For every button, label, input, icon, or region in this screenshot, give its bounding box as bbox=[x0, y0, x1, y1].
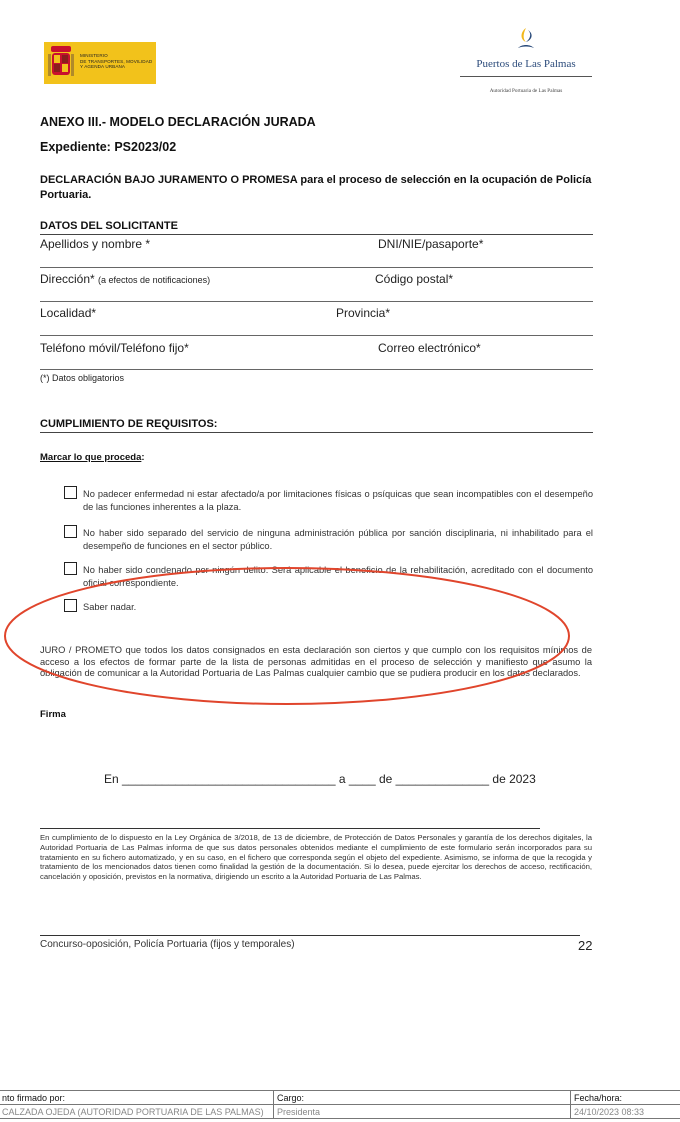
requirement-text-1: No padecer enfermedad ni estar afectado/a por limitaciones físicas o psíquicas que sean incompatibles con el desempeño de las funciones inherentes a la plaza. bbox=[83, 489, 593, 512]
province-field-label: Provincia* bbox=[336, 306, 391, 320]
signature-label: Firma bbox=[40, 709, 66, 720]
locality-field-line[interactable] bbox=[40, 335, 593, 336]
port-name: Puertos de Las Palmas bbox=[476, 58, 576, 70]
digital-signature-table bbox=[0, 1090, 680, 1119]
footer-rule bbox=[40, 935, 580, 936]
email-field-label: Correo electrónico* bbox=[378, 341, 481, 355]
page-number: 22 bbox=[578, 938, 593, 953]
requirements-rule bbox=[40, 432, 593, 433]
document-title: ANEXO III.- MODELO DECLARACIÓN JURADA bbox=[40, 115, 316, 129]
datetime-value: 24/10/2023 08:33 bbox=[571, 1105, 680, 1119]
requirements-instruction: Marcar lo que proceda: bbox=[40, 452, 145, 463]
legal-notice: En cumplimiento de lo dispuesto en la Ley Orgánica de 3/2018, de 13 de diciembre, de Protección de Datos Personales y garantía de los derechos digitales, la Autoridad Portuaria de Las Palmas informa de que sus datos personales obtenidos mediante el cumplimiento de este formulario serán incorporados para su tratamiento en su fichero automatizado, y en su caso, en el fichero que corresponda según el objeto del expediente. Asimismo, se informa de que la recogida y tratamiento de los mencionados datos tienen como finalidad la gestión de la documentación. Si lo desea, puede ejercitar los derechos de acceso, rectificación, cancelación y oposición, previstos en la normativa, dirigiendo un escrito a la Autoridad Portuaria de Las Palmas. bbox=[40, 833, 592, 882]
required-note: (*) Datos obligatorios bbox=[40, 373, 125, 383]
port-logo-rule bbox=[460, 76, 592, 77]
requirement-checkbox-2[interactable] bbox=[64, 525, 77, 538]
signed-by-header: nto firmado por: bbox=[0, 1091, 274, 1105]
port-subtitle: Autoridad Portuaria de Las Palmas bbox=[489, 88, 563, 94]
declaration-heading: DECLARACIÓN BAJO JURAMENTO O PROMESA para el proceso de selección en la ocupación de Policía Portuaria. bbox=[40, 174, 592, 201]
name-field-line[interactable] bbox=[40, 267, 593, 268]
applicant-section-title: DATOS DEL SOLICITANTE bbox=[40, 220, 178, 232]
dni-field-label: DNI/NIE/pasaporte* bbox=[378, 237, 484, 251]
signature-header-row bbox=[0, 1091, 680, 1105]
address-field-label: Dirección* (a efectos de notificaciones) bbox=[40, 272, 211, 286]
requirements-section-title: CUMPLIMIENTO DE REQUISITOS: bbox=[40, 418, 218, 430]
red-annotation-ellipse bbox=[0, 560, 680, 710]
requirement-text-2: No haber sido separado del servicio de ninguna administración pública por sanción disciplinaria, ni inhabilitado para el desempeño de funciones en el sector público. bbox=[83, 528, 593, 551]
position-header: Cargo: bbox=[274, 1091, 571, 1105]
coat-of-arms-icon bbox=[48, 46, 74, 80]
postal-field-label: Código postal* bbox=[375, 272, 454, 286]
legal-rule bbox=[40, 828, 540, 829]
footer-text: Concurso-oposición, Policía Portuaria (fijos y temporales) bbox=[40, 939, 295, 950]
expediente-number: Expediente: PS2023/02 bbox=[40, 140, 177, 154]
requirement-text-4: Saber nadar. bbox=[83, 602, 137, 612]
locality-field-label: Localidad* bbox=[40, 306, 97, 320]
section-rule bbox=[40, 234, 593, 235]
signature-value-row bbox=[0, 1105, 680, 1119]
requirement-text-3: No haber sido condenado por ningún delito. Será aplicable el beneficio de la rehabilitación, acreditado con el documento oficial correspondiente. bbox=[83, 565, 593, 588]
position-value: Presidenta bbox=[274, 1105, 571, 1119]
name-field-label: Apellidos y nombre * bbox=[40, 237, 151, 251]
requirement-checkbox-1[interactable] bbox=[64, 486, 77, 499]
oath-statement: JURO / PROMETO que todos los datos consignados en esta declaración son ciertos y que cumplo con los requisitos mínimos de acceso a los efectos de formar parte de la lista de personas admitidas en el proceso de selección y manifiesto que asumo la obligación de comunicar a la Autoridad Portuaria de Las Palmas cualquier cambio que se pudiera producir en los datos declarados. bbox=[40, 645, 592, 678]
signed-by-value: CALZADA OJEDA (AUTORIDAD PORTUARIA DE LAS PALMAS) bbox=[0, 1105, 274, 1119]
ministry-logo bbox=[44, 42, 156, 84]
address-field-line[interactable] bbox=[40, 301, 593, 302]
port-emblem-icon bbox=[512, 26, 540, 56]
phone-field-label: Teléfono móvil/Teléfono fijo* bbox=[40, 341, 189, 355]
port-authority-logo bbox=[458, 26, 594, 98]
phone-field-line[interactable] bbox=[40, 369, 593, 370]
ministry-name: MINISTERIO DE TRANSPORTES, MOVILIDAD Y AGENDA URBANA bbox=[80, 53, 153, 70]
place-date-line[interactable]: En ________________________________ a ____ de ______________ de 2023 bbox=[104, 772, 536, 786]
address-note: (a efectos de notificaciones) bbox=[98, 275, 211, 285]
datetime-header: Fecha/hora: bbox=[571, 1091, 680, 1105]
